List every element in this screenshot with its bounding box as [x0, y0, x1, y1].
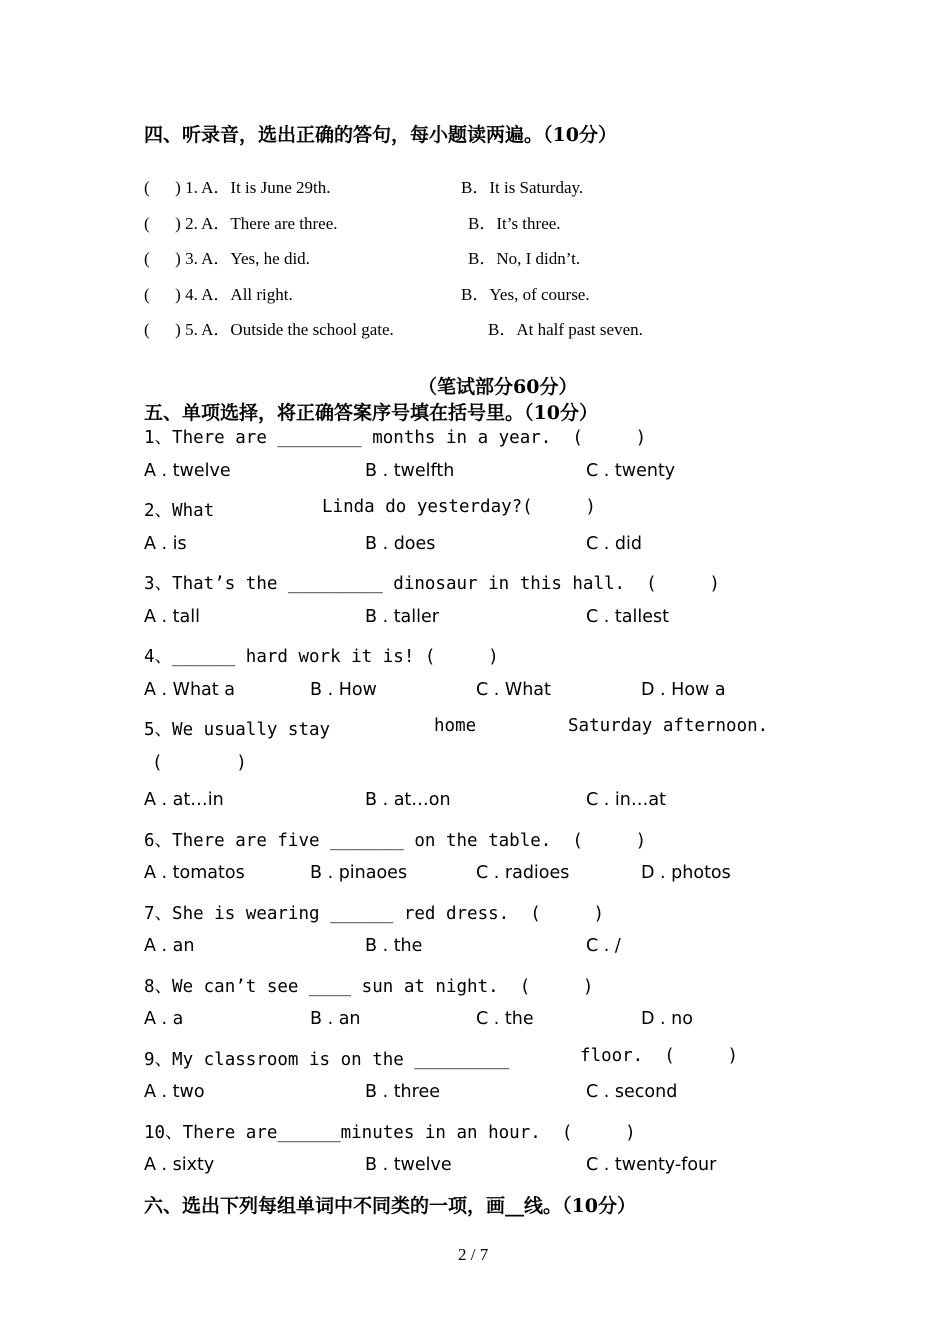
section5-title: 五、单项选择，将正确答案序号填在括号里。（10分）	[144, 402, 598, 424]
q7-option-c: C . /	[586, 936, 621, 956]
section4-title: 四、听录音，选出正确的答句，每小题读两遍。（10分）	[144, 124, 617, 146]
q1-option-c: C . twenty	[586, 461, 676, 481]
q6-option-a: A . tomatos	[144, 863, 245, 883]
q8-option-d: D . no	[641, 1009, 693, 1029]
q5-option-a: A . at…in	[144, 790, 224, 810]
listening-item-4-b: B．Yes, of course.	[461, 285, 590, 304]
listening-item-5: ( ) 5. A．Outside the school gate.	[144, 320, 394, 339]
listening-item-1: ( ) 1. A．It is June 29th.	[144, 178, 331, 197]
q10-option-a: A . sixty	[144, 1155, 215, 1175]
q2-option-c: C . did	[586, 534, 642, 554]
q1-option-b: B . twelfth	[365, 461, 455, 481]
question-4: 4、______ hard work it is! ( )	[144, 647, 499, 667]
q2-option-a: A . is	[144, 534, 187, 554]
question-9: 9、My classroom is on the _________	[144, 1050, 510, 1070]
question-5-end: Saturday afternoon.	[568, 716, 769, 736]
q3-option-b: B . taller	[365, 607, 439, 627]
question-5-mid: home	[434, 716, 477, 736]
q9-option-b: B . three	[365, 1082, 440, 1102]
question-10: 10、There are______minutes in an hour. ( )	[144, 1123, 636, 1143]
q7-option-b: B . the	[365, 936, 423, 956]
q8-option-c: C . the	[476, 1009, 534, 1029]
q4-option-d: D . How a	[641, 680, 726, 700]
question-8: 8、We can’t see ____ sun at night. ( )	[144, 977, 594, 997]
q9-option-a: A . two	[144, 1082, 205, 1102]
page-number: 2 / 7	[458, 1245, 489, 1264]
question-6: 6、There are five _______ on the table. ( )	[144, 831, 647, 851]
q3-option-c: C . tallest	[586, 607, 669, 627]
q10-option-c: C . twenty-four	[586, 1155, 717, 1175]
written-part-label: （笔试部分60分）	[418, 376, 578, 398]
q3-option-a: A . tall	[144, 607, 200, 627]
question-9-end: floor. ( )	[580, 1046, 739, 1066]
listening-item-1-b: B．It is Saturday.	[461, 178, 584, 197]
q4-option-a: A . What a	[144, 680, 235, 700]
q7-option-a: A . an	[144, 936, 195, 956]
listening-item-5-b: B．At half past seven.	[488, 320, 643, 339]
listening-item-4: ( ) 4. A．All right.	[144, 285, 293, 304]
q6-option-b: B . pinaoes	[310, 863, 408, 883]
listening-item-3-b: B．No, I didn’t.	[468, 249, 581, 268]
q8-option-a: A . a	[144, 1009, 184, 1029]
question-2-cont: Linda do yesterday?( )	[322, 497, 596, 517]
q5-option-b: B . at…on	[365, 790, 451, 810]
q9-option-c: C . second	[586, 1082, 678, 1102]
listening-item-2-b: B．It’s three.	[468, 214, 561, 233]
q6-option-d: D . photos	[641, 863, 731, 883]
q8-option-b: B . an	[310, 1009, 361, 1029]
q6-option-c: C . radioes	[476, 863, 570, 883]
q10-option-b: B . twelve	[365, 1155, 452, 1175]
q1-option-a: A . twelve	[144, 461, 231, 481]
question-5-paren: ( )	[152, 753, 247, 773]
q4-option-c: C . What	[476, 680, 551, 700]
q5-option-c: C . in…at	[586, 790, 666, 810]
question-1: 1、There are ________ months in a year. ( )	[144, 428, 647, 448]
listening-item-2: ( ) 2. A．There are three.	[144, 214, 338, 233]
listening-item-3: ( ) 3. A．Yes, he did.	[144, 249, 310, 268]
q4-option-b: B . How	[310, 680, 377, 700]
question-7: 7、She is wearing ______ red dress. ( )	[144, 904, 605, 924]
question-3: 3、That’s the _________ dinosaur in this hall. ( )	[144, 574, 720, 594]
question-2: 2、What	[144, 501, 215, 521]
q2-option-b: B . does	[365, 534, 436, 554]
section6-title: 六、选出下列每组单词中不同类的一项，画__线。（10分）	[144, 1195, 636, 1217]
question-5: 5、We usually stay	[144, 720, 331, 740]
